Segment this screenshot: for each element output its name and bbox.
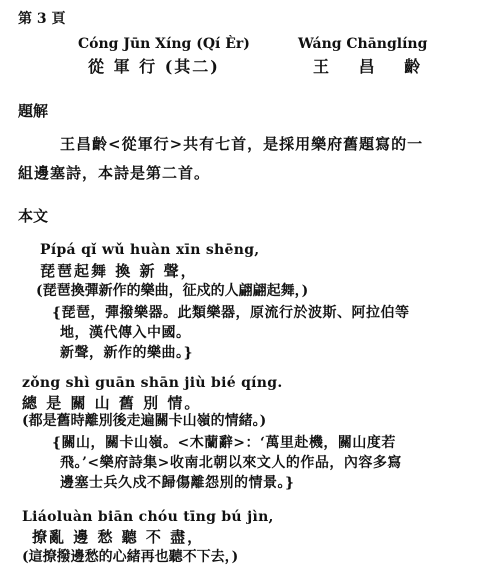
stanza-1-note-2: 地，漢代傳入中國。 [60, 325, 191, 341]
stanza-1-translation: (琵琶換彈新作的樂曲，征戍的人翩翩起舞，) [36, 283, 309, 299]
stanza-2-translation: (都是舊時離別後走遍關卡山嶺的情緒。) [22, 413, 267, 429]
stanza-1-verse: 琵琶起舞 換 新 聲， [40, 262, 198, 280]
poem-title-pinyin: Cóng Jūn Xíng (Qí Èr) [78, 36, 250, 52]
author-name-pinyin: Wáng Chānglíng [298, 36, 428, 52]
page-number: 第 3 頁 [18, 11, 66, 27]
stanza-2-note-3: 邊塞士兵久戍不歸傷離怨別的情景。} [60, 475, 295, 491]
explanation-line-2: 組邊塞詩，本詩是第二首。 [18, 164, 211, 182]
stanza-1-note-1: {琵琶，彈撥樂器。此類樂器，原流行於波斯、阿拉伯等 [52, 305, 410, 321]
text-heading: 本文 [18, 207, 49, 225]
stanza-3-pinyin: Liáoluàn biān chóu tīng bú jìn, [22, 509, 274, 525]
author-name-chinese: 王 昌 齡 [313, 57, 433, 76]
stanza-1-note-3: 新聲，新作的樂曲。} [60, 345, 194, 361]
stanza-2-verse: 總 是 關 山 舊 別 情。 [22, 394, 202, 412]
stanza-3-verse: 撩亂 邊 愁 聽 不 盡， [32, 528, 205, 546]
stanza-2-note-2: 飛。’<樂府詩集>收南北朝以來文人的作品，內容多寫 [60, 455, 402, 471]
explanation-line-1: 王昌齡<從軍行>共有七首，是採用樂府舊題寫的一 [60, 135, 424, 153]
stanza-1-pinyin: Pípá qǐ wǔ huàn xīn shēng, [40, 242, 260, 258]
stanza-2-pinyin: zǒng shì guān shān jiù bié qíng. [22, 375, 283, 391]
stanza-2-note-1: {關山，關卡山嶺。<木蘭辭>：‘萬里赴機，關山度若 [52, 435, 396, 451]
explanation-heading: 題解 [18, 102, 49, 120]
stanza-3-translation: (這撩撥邊愁的心緒再也聽不下去，) [22, 549, 239, 565]
poem-title-chinese: 從 軍 行 (其二) [88, 57, 220, 76]
